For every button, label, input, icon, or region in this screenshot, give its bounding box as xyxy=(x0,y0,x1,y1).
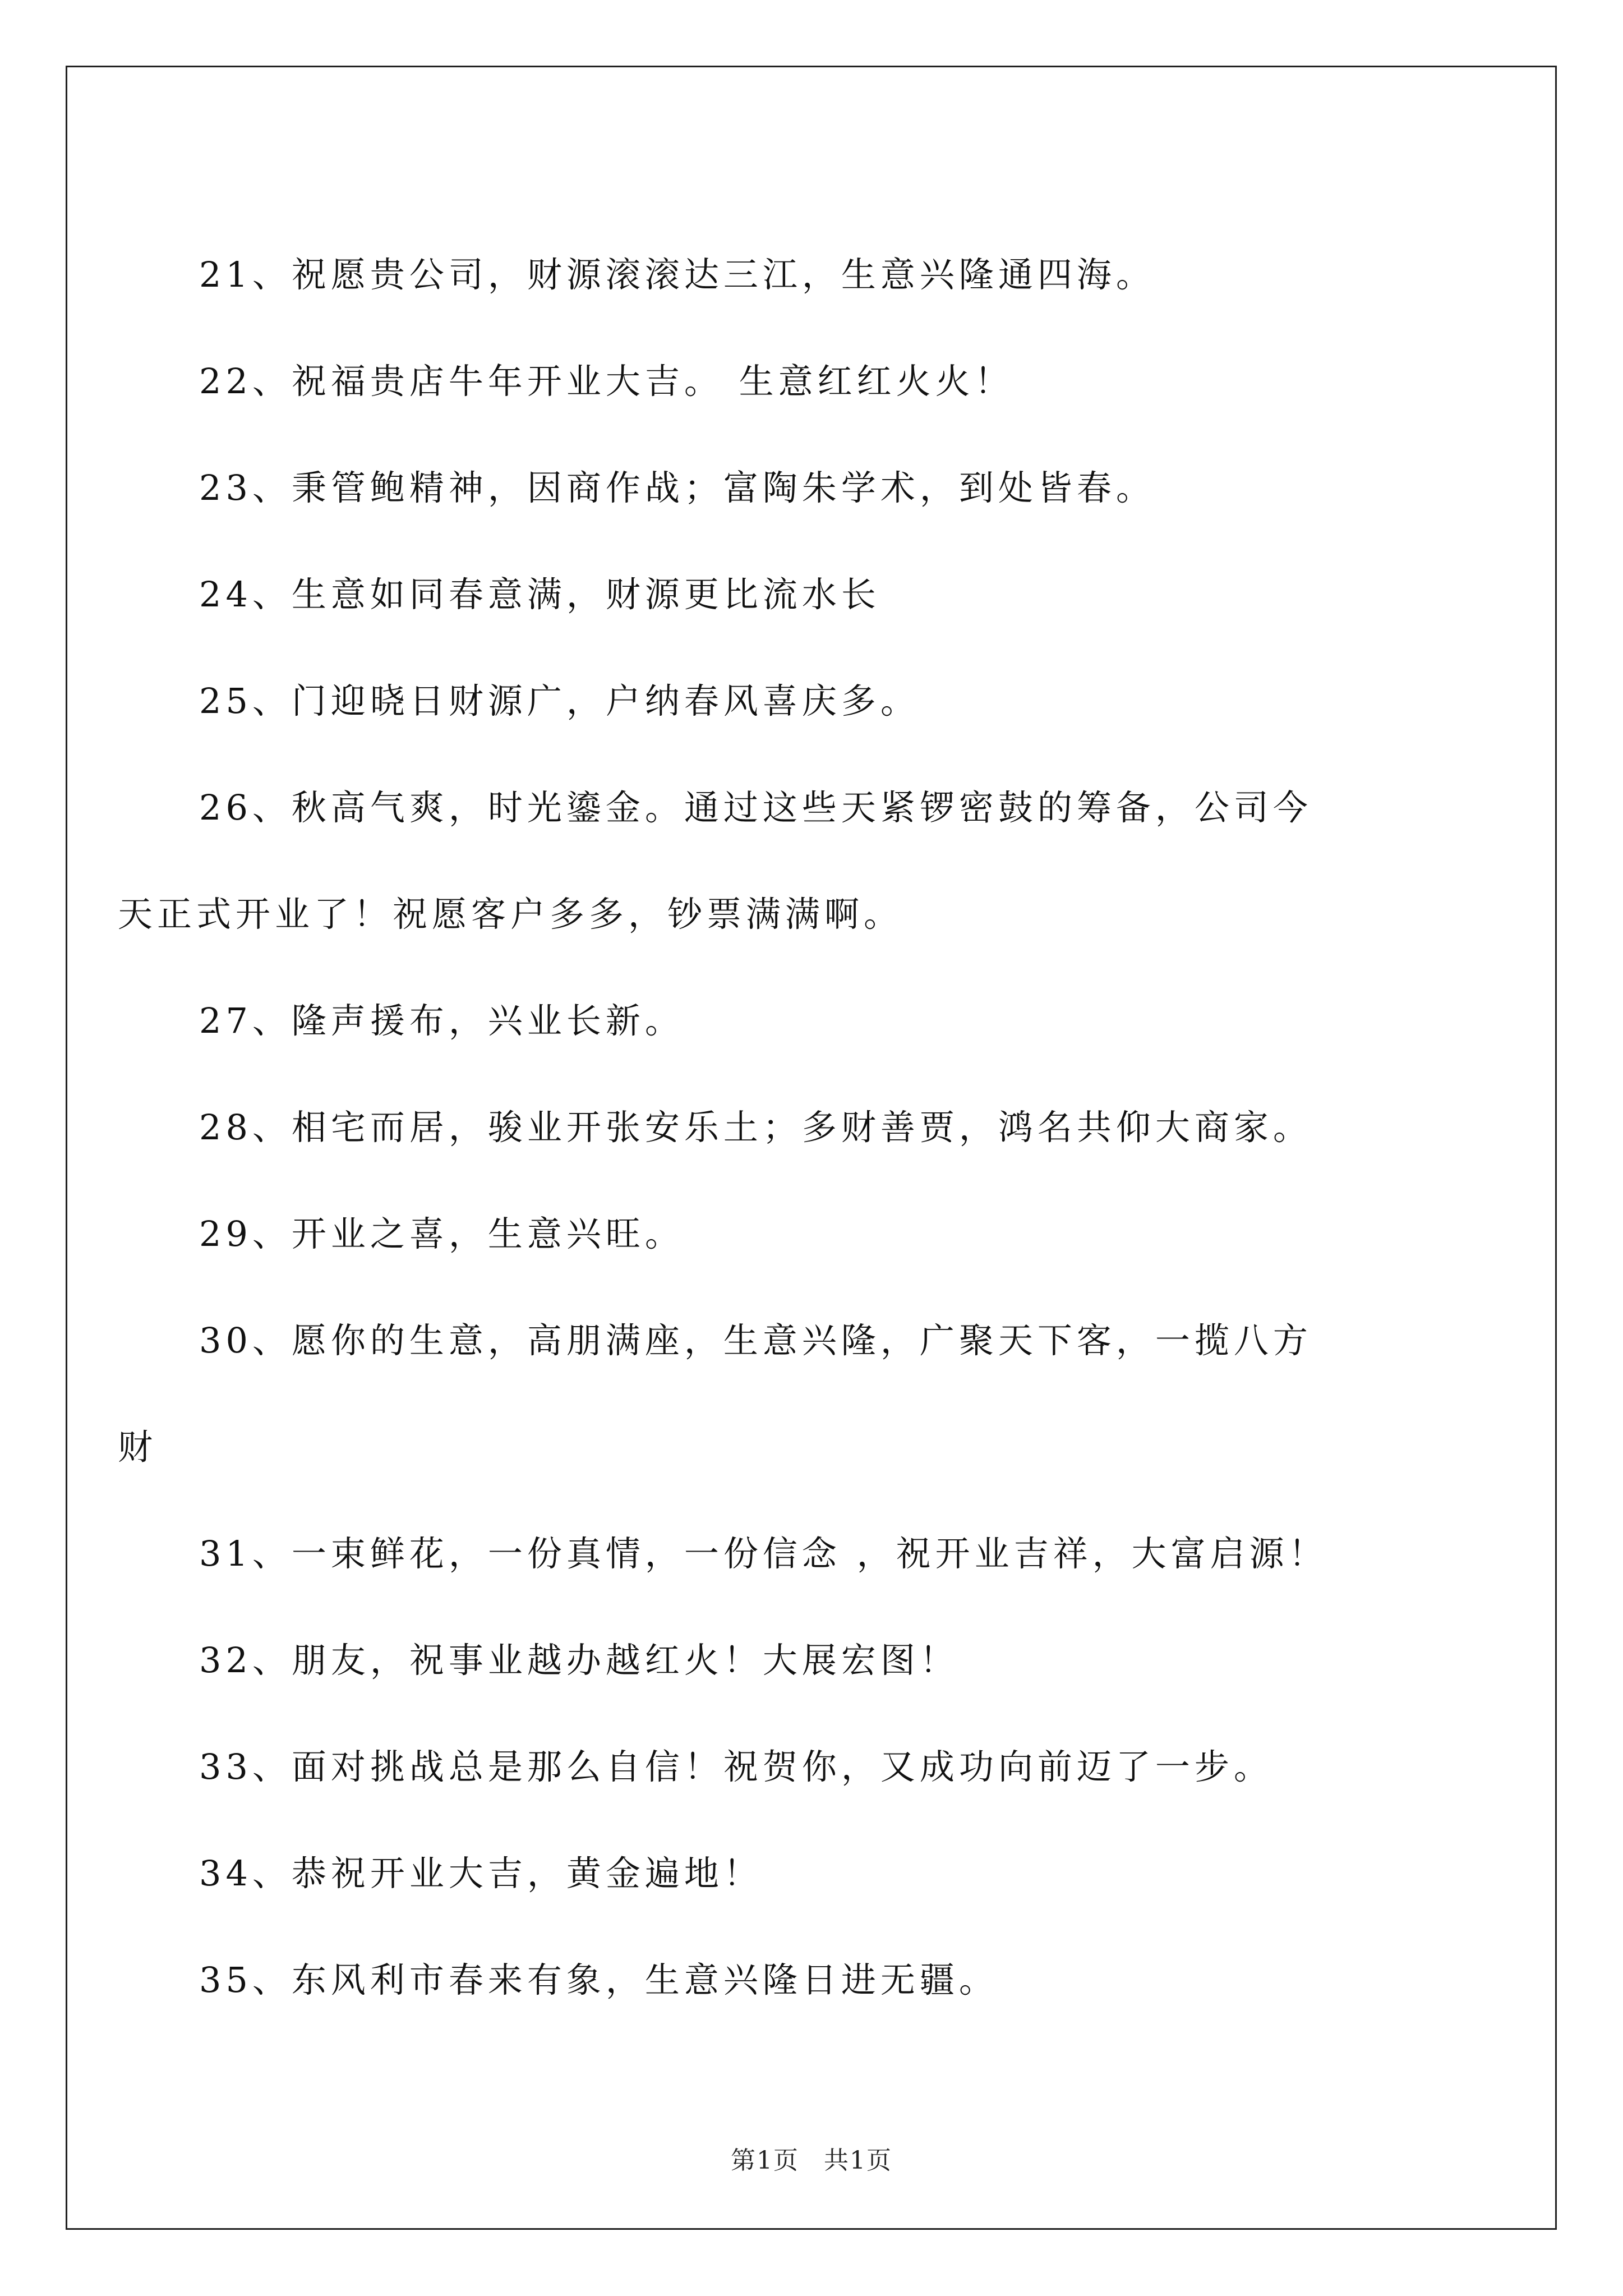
list-item xyxy=(199,648,1444,754)
page-footer xyxy=(0,2140,1623,2176)
list-item xyxy=(199,1714,1444,1820)
list-item xyxy=(199,328,1444,435)
line: 32、朋友，祝事业越办越红火！大展宏图！ xyxy=(199,1640,959,1681)
list-item xyxy=(118,754,1444,968)
list-item xyxy=(199,1927,1444,2033)
list-item xyxy=(199,1820,1444,1927)
list-item xyxy=(199,1607,1444,1714)
line: 21、祝愿贵公司，财源滚滚达三江，生意兴隆通四海。 xyxy=(199,254,1155,295)
line: 25、门迎晓日财源广，户纳春风喜庆多。 xyxy=(199,680,920,721)
line: 30、愿你的生意，高朋满座，生意兴隆，广聚天下客，一揽八方 xyxy=(199,1320,1312,1361)
list-item xyxy=(118,1287,1444,1501)
line: 24、生意如同春意满，财源更比流水长 xyxy=(199,574,880,615)
list-item xyxy=(199,1501,1444,1607)
line: 29、开业之喜，生意兴旺。 xyxy=(199,1213,684,1254)
page-number: 第1页 xyxy=(731,2146,799,2175)
line: 28、相宅而居，骏业开张安乐土；多财善贾，鸿名共仰大商家。 xyxy=(199,1107,1312,1148)
document-body xyxy=(118,222,1444,2033)
page-total: 共1页 xyxy=(824,2146,892,2175)
line: 34、恭祝开业大吉，黄金遍地！ xyxy=(199,1853,763,1894)
line: 35、东风利市春来有象，生意兴隆日进无疆。 xyxy=(199,1959,998,2000)
line: 22、祝福贵店牛年开业大吉。 生意红红火火！ xyxy=(199,361,1014,402)
line: 27、隆声援布，兴业长新。 xyxy=(199,1000,684,1041)
line: 26、秋高气爽，时光鎏金。通过这些天紧锣密鼓的筹备，公司今 xyxy=(199,787,1312,828)
list-item xyxy=(199,968,1444,1074)
line: 23、秉管鲍精神，因商作战；富陶朱学术，到处皆春。 xyxy=(199,467,1155,508)
line: 33、面对挑战总是那么自信！祝贺你，又成功向前迈了一步。 xyxy=(199,1746,1273,1787)
line-continuation: 财 xyxy=(118,1427,158,1467)
list-item xyxy=(199,1181,1444,1287)
list-item xyxy=(199,435,1444,541)
list-item xyxy=(199,541,1444,648)
list-item xyxy=(199,222,1444,328)
line: 31、一束鲜花，一份真情，一份信念 ，祝开业吉祥，大富启源！ xyxy=(199,1533,1328,1574)
list-item xyxy=(199,1074,1444,1181)
line-continuation: 天正式开业了！祝愿客户多多，钞票满满啊。 xyxy=(118,894,903,935)
